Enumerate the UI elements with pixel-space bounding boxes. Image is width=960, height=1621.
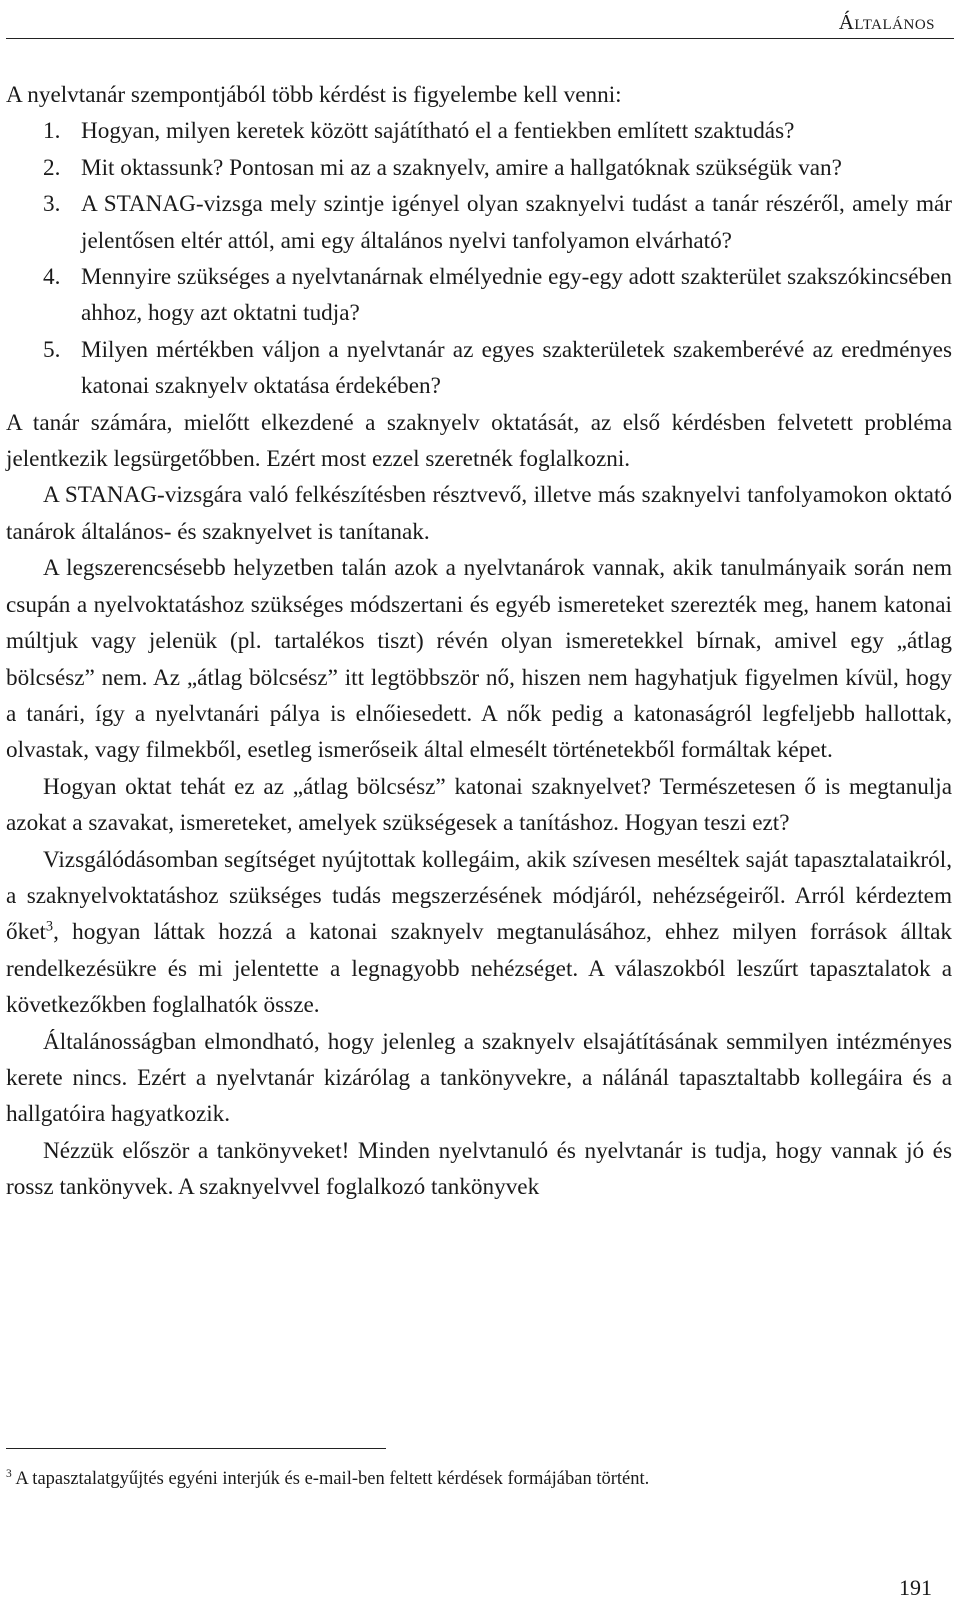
paragraph: Hogyan oktat tehát ez az „átlag bölcsész” katonai szaknyelvet? Természetesen ő is megtanulja azokat a szavakat, ismereteket, amelyek szükségesek a tanításhoz. Hogyan teszi ezt? [6,773,952,837]
paragraph-text: , hogyan láttak hozzá a katonai szaknyelv megtanulásához, ehhez milyen források álltak rendelkezésükre és mi jelentette a legnagyobb nehézséget. A válaszokból leszűrt tapasztalatok a következőkben foglalhatók össze. [6,919,952,1019]
intro-sentence: A nyelvtanár szempontjából több kérdést is figyelembe kell venni: [6,82,622,108]
question-item: 1. Hogyan, milyen keretek között sajátítható el a fentiekben említett szaktudás? [43,118,795,145]
question-text: Mit oktassunk? Pontosan mi az a szaknyelv, amire a hallgatóknak szükségük van? [81,154,842,181]
page-number: 191 [899,1575,932,1600]
question-text: Mennyire szükséges a nyelvtanárnak elmélyednie egy-egy adott szakterület szakszókincsében ahhoz, hogy azt oktatni tudja? [81,264,952,327]
question-item: 2. Mit oktassunk? Pontosan mi az a szaknyelv, amire a hallgatóknak szükségük van? [43,154,842,181]
footnote-reference: 3 [45,918,54,935]
question-item: 3. A STANAG-vizsga mely szintje igényel olyan szaknyelvi tudást a tanár részéről, amely már jelentősen eltér attól, ami egy általános nyelvi tanfolyamon elvárható? [43,191,952,254]
header-rule [6,38,954,39]
question-text: Hogyan, milyen keretek között sajátítható el a fentiekben említett szaktudás? [81,118,795,145]
footnote-text: A tapasztalatgyűjtés egyéni interjúk és e-mail-ben feltett kérdések formájában történt. [15,1469,650,1489]
paragraph: Általánosságban elmondható, hogy jelenleg a szaknyelv elsajátításának semmilyen intézményes kerete nincs. Ezért a nyelvtanár kizárólag a tankönyvekre, a nálánál tapasztaltabb kollegáira és a hallgatóira hagyatkozik. [6,1028,952,1128]
footnote-rule [6,1448,386,1449]
paragraph: Nézzük először a tankönyveket! Minden nyelvtanuló és nyelvtanár is tudja, hogy vannak jó és rossz tankönyvek. A szaknyelvvel foglalkozó tankönyvek [6,1137,952,1201]
page-body [6,77,952,1206]
paragraph-with-footnote [6,842,952,1024]
question-item: 4. Mennyire szükséges a nyelvtanárnak elmélyednie egy-egy adott szakterület szakszókincsében ahhoz, hogy azt oktatni tudja? [43,264,952,327]
paragraph: A tanár számára, mielőtt elkezdené a szaknyelv oktatását, az első kérdésben felvetett probléma jelentkezik legsürgetőbben. Ezért most ezzel szeretnék foglalkozni. [6,409,952,473]
question-text: Milyen mértékben váljon a nyelvtanár az egyes szakterületek szakemberévé az eredményes katonai szaknyelv oktatása érdekében? [81,336,952,400]
paragraph-text: Vizsgálódásomban segítséget nyújtottak kollegáim, akik szívesen meséltek saját tapasztalataikról, a szaknyelvoktatáshoz szükséges tudás megszerzésének módjáról, nehézségeiről. Arról kérdeztem őket [6,846,952,946]
paragraph: A legszerencsésebb helyzetben talán azok a nyelvtanárok vannak, akik tanulmányaik során nem csupán a nyelvoktatáshoz szükséges módszertani és egyéb ismereteket szerezték meg, hanem katonai múltjuk vagy jelenük (pl. tartalékos tiszt) révén olyan ismeretekkel bírnak, amivel egy „átlag bölcsész” nem. Az „átlag bölcsész” itt legtöbbször nő, hiszen nem hagyhatjuk figyelmen kívül, hogy a tanári, így a nyelvtanári pálya is elnőiesedett. A nők pedig a katonaságról legfeljebb hallottak, olvastak, vagy filmekből, esetleg ismerőseik által elmesélt történetekből formáltak képet. [6,555,952,764]
running-header-title: Általános [838,10,935,34]
footnote [6,1466,952,1492]
question-item: 5. Milyen mértékben váljon a nyelvtanár az egyes szakterületek szakemberévé az eredményes katonai szaknyelv oktatása érdekében? [43,336,952,400]
footnote-mark: 3 [6,1467,12,1480]
question-list [6,113,952,404]
paragraph: A STANAG-vizsgára való felkészítésben résztvevő, illetve más szaknyelvi tanfolyamokon oktató tanárok általános- és szaknyelvet is tanítanak. [6,482,952,545]
question-text: A STANAG-vizsga mely szintje igényel olyan szaknyelvi tudást a tanár részéről, amely már jelentősen eltér attól, ami egy általános nyelvi tanfolyamon elvárható? [81,191,952,254]
